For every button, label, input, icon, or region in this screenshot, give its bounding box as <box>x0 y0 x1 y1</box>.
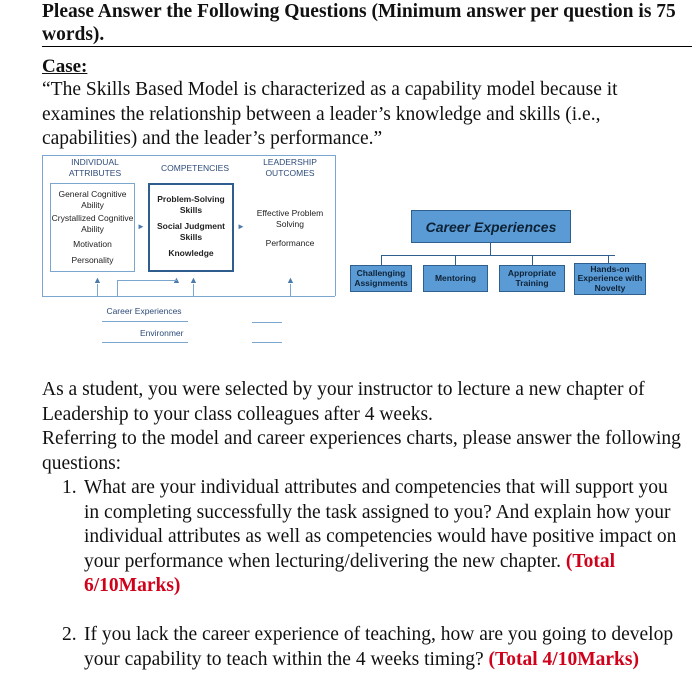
chart-connector-3 <box>532 255 533 265</box>
header-competencies: COMPETENCIES <box>160 163 229 173</box>
question-1 <box>62 476 682 599</box>
case-quote: “The Skills Based Model is characterized as a capability model because it examines the relationship between a leader’s knowledge and skills (i.e., capabilities) and the leader’s performance.” <box>42 79 618 149</box>
attribute-crystallized-cognitive: Crystallized Cognitive Ability <box>51 213 134 234</box>
question-1-number: 1. <box>62 477 77 498</box>
question-1-text: What are your individual attributes and competencies that will support you in completing successfully the task assigned to you? And explain how your individual attributes as well as competencies would have positive impact on your performance when lecturing/delivering the new chapter. <box>84 477 677 572</box>
arrow-up-outcomes: ▲ <box>286 275 295 285</box>
outcome-effective-problem-solving: Effective Problem Solving <box>256 208 324 229</box>
attributes-box <box>50 183 135 272</box>
page-title: Please Answer the Following Questions (Minimum answer per question is 75 words). <box>42 1 676 45</box>
connector-outcomes <box>290 284 291 296</box>
chart-connector-2 <box>455 255 456 265</box>
outcomes-line-1 <box>252 322 282 323</box>
header-individual-attributes: INDIVIDUAL ATTRIBUTES <box>68 157 122 178</box>
career-underline <box>102 321 188 322</box>
attribute-general-cognitive: General Cognitive Ability <box>58 189 127 210</box>
question-2-number: 2. <box>62 624 77 645</box>
connector-competencies <box>193 284 194 296</box>
diagram-left-border <box>42 155 43 296</box>
arrow-up-competencies-right: ▲ <box>189 275 198 285</box>
arrow-up-competencies-left: ▲ <box>172 275 181 285</box>
career-item-appropriate-training: Appropriate Training <box>499 265 565 292</box>
chart-connector-1 <box>381 255 382 265</box>
case-label: Case: <box>42 56 88 77</box>
career-item-challenging-assignments: Challenging Assignments <box>350 265 412 292</box>
arrow-up-attributes: ▲ <box>93 275 102 285</box>
header-leadership-outcomes: LEADERSHIP OUTCOMES <box>263 157 317 178</box>
question-2-text: If you lack the career experience of teaching, how are you going to develop your capability to teach within the 4 weeks timing? <box>84 624 674 670</box>
title-underline <box>42 46 692 47</box>
competency-problem-solving: Problem-Solving Skills <box>157 194 225 215</box>
chart-connector-bar <box>381 255 615 256</box>
attribute-personality: Personality <box>71 255 114 265</box>
diagram-top-border <box>42 155 335 156</box>
outcome-performance: Performance <box>265 238 315 248</box>
career-item-mentoring: Mentoring <box>423 265 488 292</box>
connector-career <box>117 280 118 296</box>
arrow-competencies-to-outcomes: ► <box>237 222 245 231</box>
question-1-marks: (Total 6/10Marks) <box>84 550 616 596</box>
diagram-bottom-border <box>42 296 335 297</box>
career-experiences-main-box: Career Experiences <box>411 210 571 243</box>
intro-paragraph: As a student, you were selected by your instructor to lecture a new chapter of Leadership to your class colleagues after 4 weeks. <box>42 379 645 425</box>
career-item-hands-on-experience: Hands-on Experience with Novelty <box>574 263 646 295</box>
instruction-paragraph: Referring to the model and career experiences charts, please answer the following questions: <box>42 428 681 474</box>
arrow-attributes-to-competencies: ► <box>137 222 145 231</box>
connector-attributes <box>97 284 98 296</box>
competencies-box <box>148 183 234 272</box>
attribute-motivation: Motivation <box>73 239 112 249</box>
question-2-marks: (Total 4/10Marks) <box>488 648 639 670</box>
environment-underline <box>102 342 188 343</box>
competency-knowledge: Knowledge <box>168 248 214 258</box>
outcomes-line-2 <box>252 342 282 343</box>
chart-connector-trunk <box>490 243 491 255</box>
connector-career-horizontal <box>117 280 177 281</box>
diagram-right-border <box>335 155 336 296</box>
question-2 <box>62 623 682 672</box>
label-environment: Environmer <box>140 328 184 338</box>
competency-social-judgment: Social Judgment Skills <box>156 221 225 242</box>
label-career-experiences: Career Experiences <box>106 306 182 316</box>
